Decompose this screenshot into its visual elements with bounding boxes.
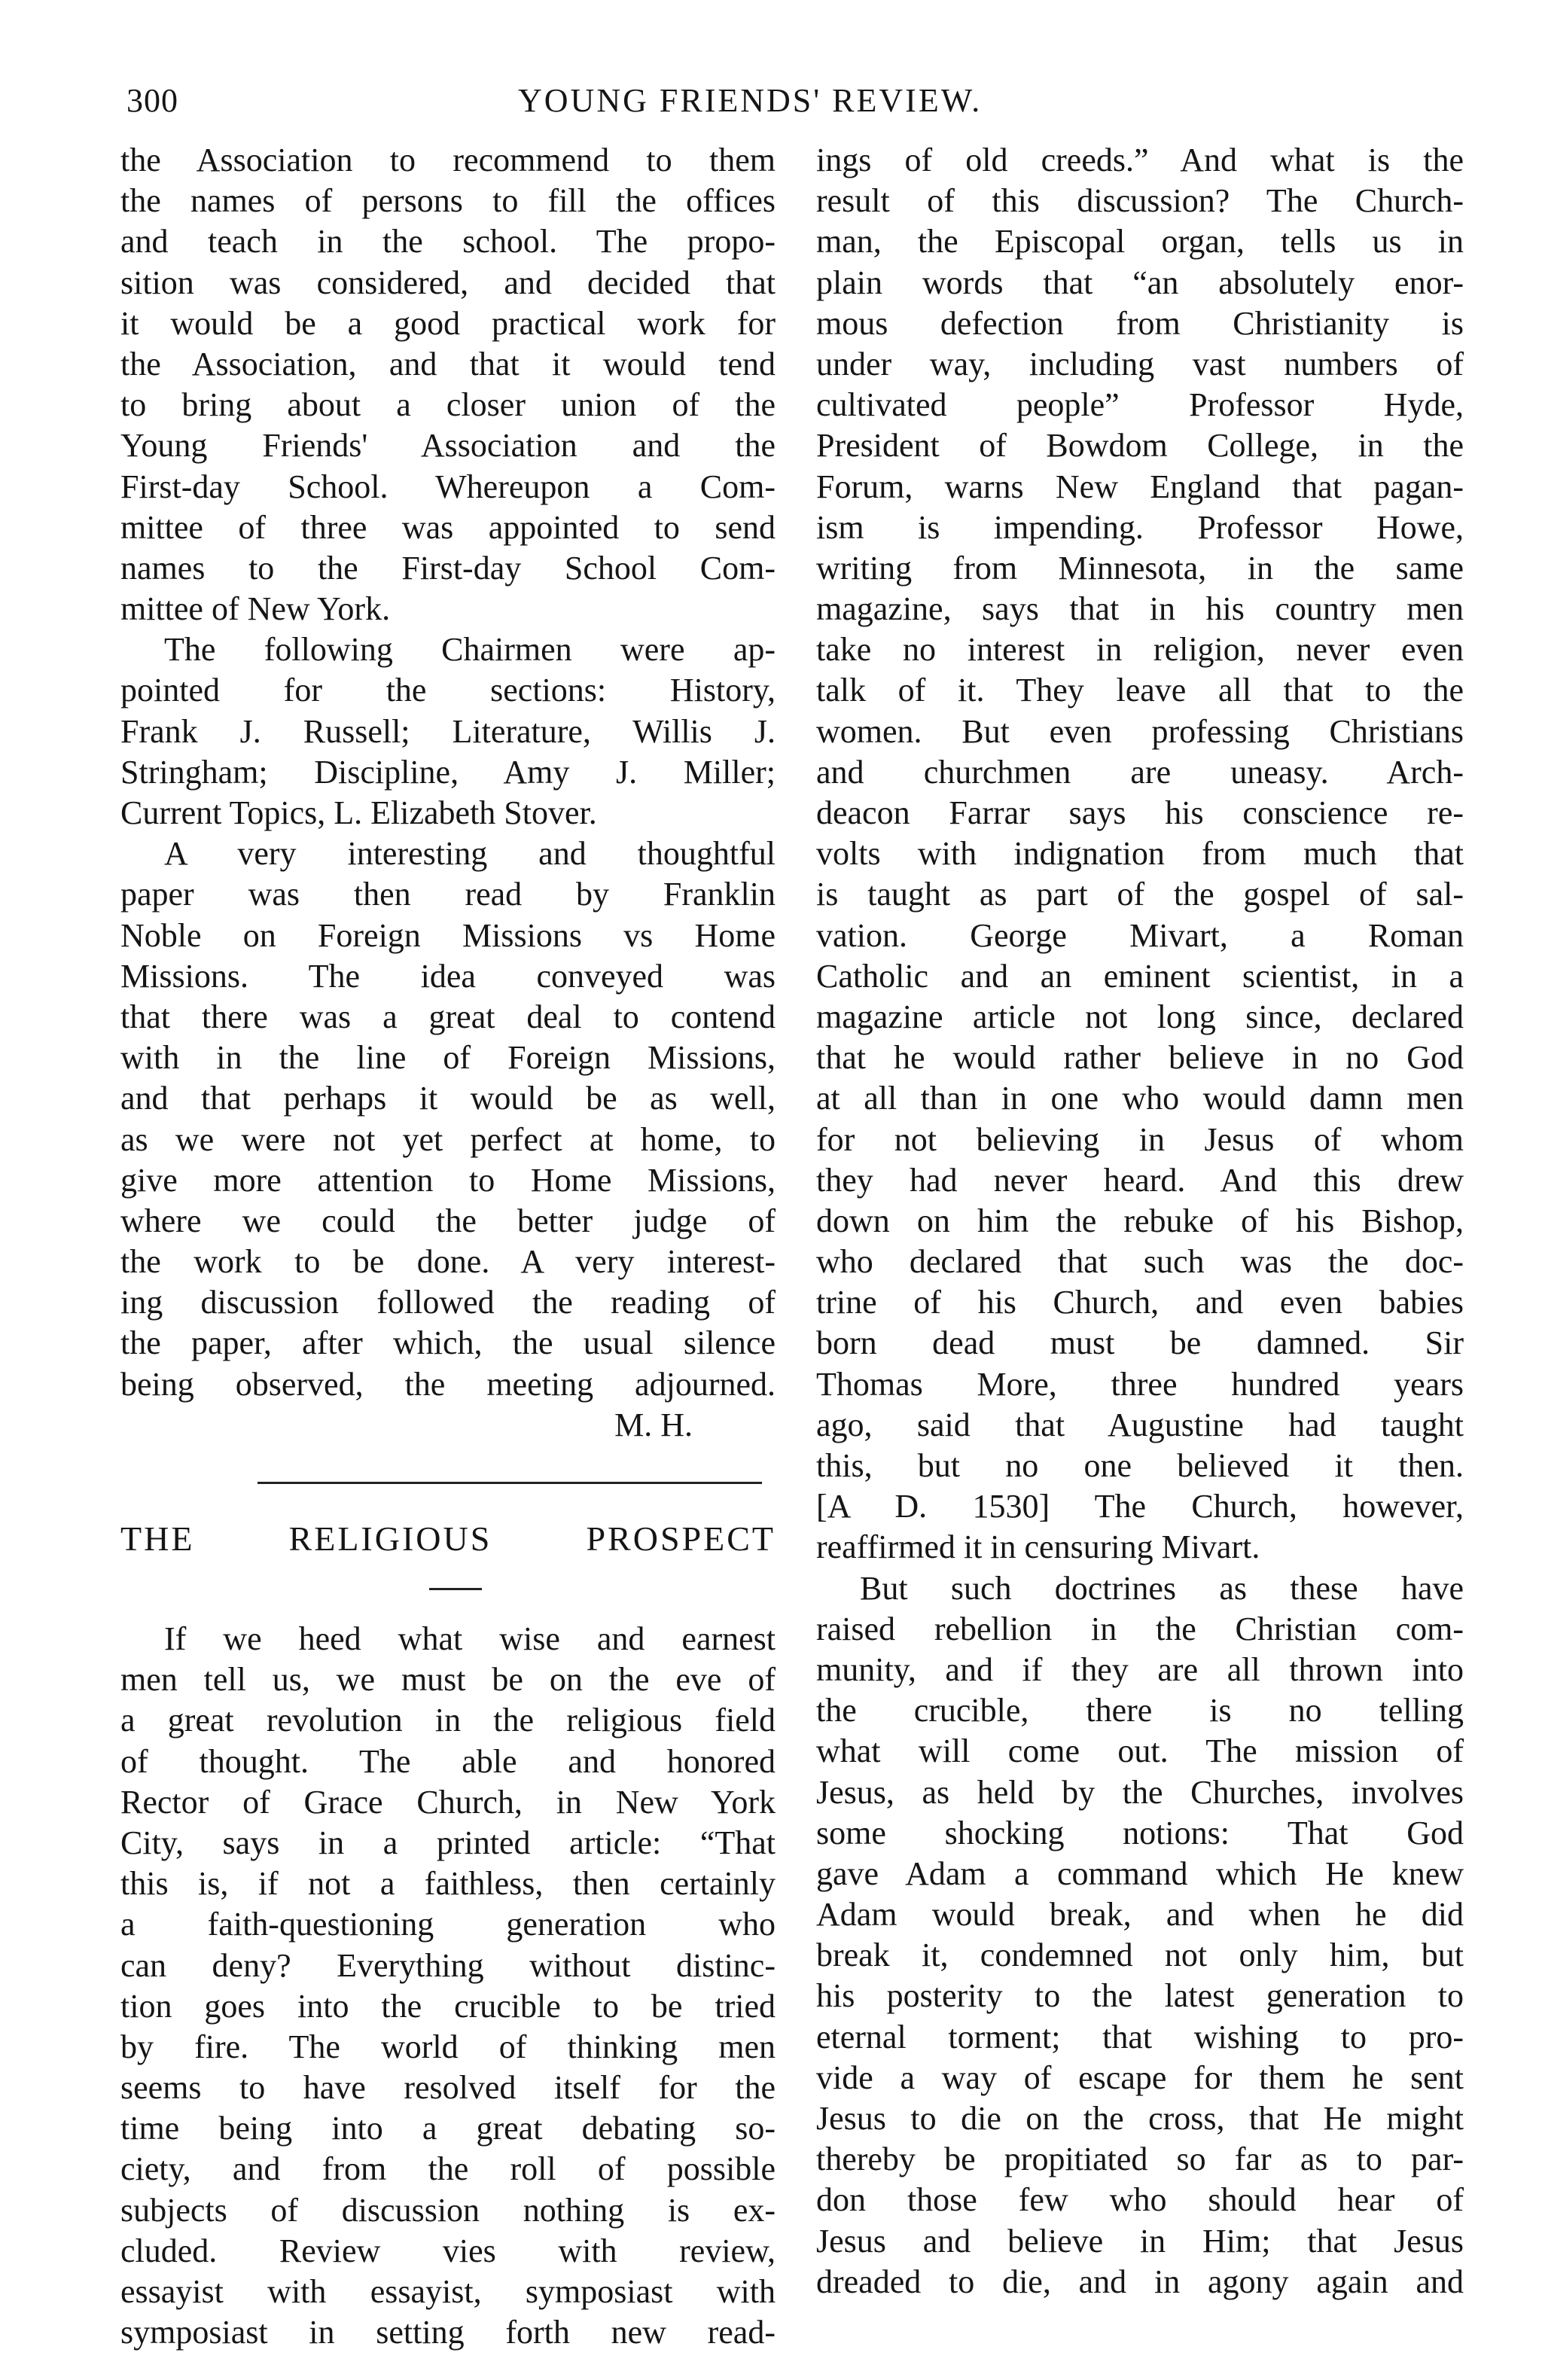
text-line: who declared that such was the doc- [816, 1243, 1464, 1281]
text-line: and churchmen are uneasy. Arch- [816, 753, 1464, 791]
text-line: to bring about a closer union of the [120, 386, 776, 424]
text-line: pointed for the sections: History, [120, 672, 776, 709]
text-line: sition was considered, and decided that [120, 264, 776, 301]
text-line: and teach in the school. The propo- [120, 223, 776, 261]
text-line: Frank J. Russell; Literature, Willis J. [120, 712, 776, 750]
text-line: that he would rather believe in no God [816, 1039, 1464, 1077]
text-line: don those few who should hear of [816, 2181, 1464, 2219]
title-underline [429, 1588, 482, 1590]
text-line: A very interesting and thoughtful [164, 835, 776, 873]
text-line: The following Chairmen were ap- [164, 631, 776, 669]
text-line: ing discussion followed the reading of [120, 1284, 776, 1321]
text-line: Stringham; Discipline, Amy J. Miller; [120, 753, 776, 791]
text-line: names to the First-day School Com- [120, 549, 776, 587]
text-line: give more attention to Home Missions, [120, 1161, 776, 1199]
text-line: the crucible, there is no telling [816, 1692, 1464, 1729]
text-line: Thomas More, three hundred years [816, 1365, 1464, 1403]
text-line: the Association, and that it would tend [120, 345, 776, 382]
text-line: cluded. Review vies with review, [120, 2232, 776, 2269]
text-line: mittee of three was appointed to send [120, 508, 776, 546]
text-line: Rector of Grace Church, in New York [120, 1783, 776, 1821]
text-line: reaffirmed it in censuring Mivart. [816, 1528, 1260, 1566]
text-line: with in the line of Foreign Missions, [120, 1039, 776, 1077]
religious-prospect-text [120, 1619, 776, 2353]
section-divider [258, 1482, 762, 1484]
text-line: what will come out. The mission of [816, 1732, 1464, 1770]
text-line: at all than in one who would damn men [816, 1080, 1464, 1117]
text-line: If we heed what wise and earnest [164, 1620, 776, 1657]
association-report-text [120, 140, 776, 1405]
page-header [126, 81, 1452, 134]
text-line: take no interest in religion, never even [816, 631, 1464, 669]
text-line: they had never heard. And this drew [816, 1161, 1464, 1199]
text-line: where we could the better judge of [120, 1202, 776, 1239]
text-line: man, the Episcopal organ, tells us in [816, 223, 1464, 261]
text-line: eternal torment; that wishing to pro- [816, 2018, 1464, 2055]
left-column [120, 140, 776, 2353]
text-line: of thought. The able and honored [120, 1742, 776, 1780]
text-line: seems to have resolved itself for the [120, 2069, 776, 2107]
text-line: symposiast in setting forth new read- [120, 2314, 776, 2351]
text-line: the work to be done. A very interest- [120, 1243, 776, 1281]
text-line: the Association to recommend to them [120, 142, 776, 178]
text-line: ciety, and from the roll of possible [120, 2150, 776, 2188]
text-line: deacon Farrar says his conscience re- [816, 794, 1464, 831]
text-line: this, but no one believed it then. [816, 1447, 1464, 1484]
text-line: it would be a good practical work for [120, 304, 776, 342]
text-line: and that perhaps it would be as well, [120, 1080, 776, 1117]
text-line: the names of persons to fill the offices [120, 182, 776, 220]
text-line: writing from Minnesota, in the same [816, 549, 1464, 587]
text-line: by fire. The world of thinking men [120, 2028, 776, 2065]
text-line: paper was then read by Franklin [120, 876, 776, 913]
text-line: Noble on Foreign Missions vs Home [120, 916, 776, 954]
text-line: can deny? Everything without distinc- [120, 1946, 776, 1984]
text-line: for not believing in Jesus of whom [816, 1120, 1464, 1158]
text-line: dreaded to die, and in agony again and [816, 2263, 1464, 2300]
text-line: Jesus to die on the cross, that He might [816, 2100, 1464, 2137]
text-line: that there was a great deal to contend [120, 998, 776, 1035]
text-line: this is, if not a faithless, then certainly [120, 1865, 776, 1903]
text-line: But such doctrines as these have [860, 1569, 1464, 1607]
text-line: Forum, warns New England that pagan- [816, 468, 1464, 505]
text-line: as we were not yet perfect at home, to [120, 1120, 776, 1158]
text-line: Missions. The idea conveyed was [120, 957, 776, 995]
text-line: time being into a great debating so- [120, 2110, 776, 2147]
text-line: the paper, after which, the usual silence [120, 1324, 776, 1362]
text-line: vation. George Mivart, a Roman [816, 916, 1464, 954]
text-line: Jesus, as held by the Churches, involves [816, 1773, 1464, 1811]
text-line: Catholic and an eminent scientist, in a [816, 957, 1464, 995]
text-line: being observed, the meeting adjourned. [120, 1365, 776, 1403]
text-line: result of this discussion? The Church- [816, 182, 1464, 220]
text-line: munity, and if they are all thrown into [816, 1650, 1464, 1688]
section-title: THE RELIGIOUS PROSPECT [120, 1519, 776, 1558]
text-line: vide a way of escape for them he sent [816, 2059, 1464, 2096]
text-line: is taught as part of the gospel of sal- [816, 876, 1464, 913]
text-line: gave Adam a command which He knew [816, 1854, 1464, 1892]
text-line: tion goes into the crucible to be tried [120, 1987, 776, 2025]
text-line: magazine article not long since, declared [816, 998, 1464, 1035]
text-line: thereby be propitiated so far as to par- [816, 2141, 1464, 2178]
text-line: City, says in a printed article: “That [120, 1824, 776, 1861]
text-line: Adam would break, and when he did [816, 1896, 1464, 1934]
right-column [816, 140, 1464, 2302]
text-line: plain words that “an absolutely enor- [816, 264, 1464, 301]
text-line: Young Friends' Association and the [120, 427, 776, 465]
text-line: Jesus and believe in Him; that Jesus [816, 2222, 1464, 2260]
text-line: cultivated people” Professor Hyde, [816, 386, 1464, 424]
text-line: magazine, says that in his country men [816, 590, 1464, 628]
text-line: mous defection from Christianity is [816, 304, 1464, 342]
text-line: some shocking notions: That God [816, 1814, 1464, 1851]
text-line: break it, condemned not only him, but [816, 1937, 1464, 1974]
text-line: talk of it. They leave all that to the [816, 672, 1464, 709]
text-line: ago, said that Augustine had taught [816, 1406, 1464, 1443]
text-line: born dead must be damned. Sir [816, 1324, 1464, 1362]
text-line: a faith-questioning generation who [120, 1906, 776, 1943]
text-line: his posterity to the latest generation to [816, 1977, 1464, 2015]
text-line: [A D. 1530] The Church, however, [816, 1488, 1464, 1525]
text-line: trine of his Church, and even babies [816, 1284, 1464, 1321]
text-line: mittee of New York. [120, 590, 391, 628]
running-head: YOUNG FRIENDS' REVIEW. [518, 82, 983, 119]
text-line: ism is impending. Professor Howe, [816, 508, 1464, 546]
text-line: ings of old creeds.” And what is the [816, 142, 1464, 178]
author-signature: M. H. [614, 1406, 693, 1443]
text-line: men tell us, we must be on the eve of [120, 1661, 776, 1699]
text-line: under way, including vast numbers of [816, 345, 1464, 382]
text-line: Current Topics, L. Elizabeth Stover. [120, 794, 597, 831]
text-line: women. But even professing Christians [816, 712, 1464, 750]
text-line: a great revolution in the religious field [120, 1702, 776, 1739]
text-line: essayist with essayist, symposiast with [120, 2273, 776, 2310]
text-line: First-day School. Whereupon a Com- [120, 468, 776, 505]
text-line: President of Bowdom College, in the [816, 427, 1464, 465]
text-line: subjects of discussion nothing is ex- [120, 2191, 776, 2229]
text-line: volts with indignation from much that [816, 835, 1464, 873]
text-line: down on him the rebuke of his Bishop, [816, 1202, 1464, 1239]
text-line: raised rebellion in the Christian com- [816, 1610, 1464, 1647]
page-number: 300 [126, 82, 178, 119]
